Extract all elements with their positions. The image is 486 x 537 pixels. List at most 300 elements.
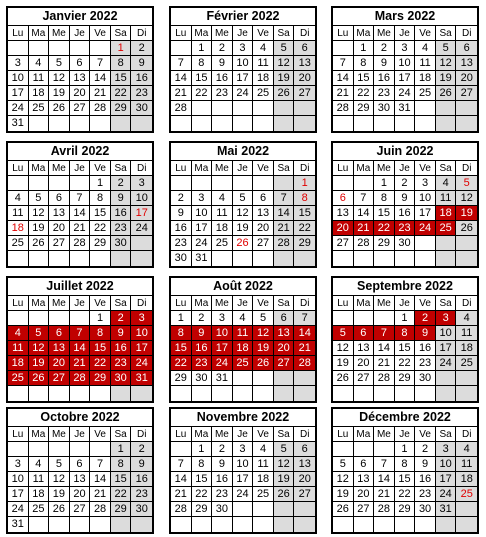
weekday-header: Ma xyxy=(354,26,375,41)
day-cell: 13 xyxy=(333,206,354,221)
day-cell: 6 xyxy=(70,56,91,71)
day-cell: 30 xyxy=(415,371,436,386)
day-cell: 26 xyxy=(29,236,50,251)
empty-cell xyxy=(70,41,91,56)
day-cell: 27 xyxy=(253,236,274,251)
day-cell: 8 xyxy=(374,191,395,206)
weekday-header: Lu xyxy=(171,296,192,311)
day-cell: 20 xyxy=(354,356,375,371)
day-cell: 15 xyxy=(374,206,395,221)
day-cell: 6 xyxy=(354,326,375,341)
month-grid xyxy=(8,296,152,401)
day-cell: 7 xyxy=(70,326,91,341)
day-cell: 6 xyxy=(49,191,70,206)
month-calendar xyxy=(169,276,317,403)
month-grid xyxy=(171,161,315,266)
day-cell: 29 xyxy=(395,502,416,517)
empty-cell xyxy=(212,176,233,191)
weekday-header: Je xyxy=(395,427,416,442)
month-title: Octobre 2022 xyxy=(8,409,152,427)
day-cell: 11 xyxy=(253,457,274,472)
day-cell: 16 xyxy=(415,341,436,356)
day-cell: 26 xyxy=(456,221,477,236)
empty-cell xyxy=(171,116,192,131)
day-cell: 11 xyxy=(8,341,29,356)
empty-cell xyxy=(456,517,477,532)
day-cell: 15 xyxy=(354,71,375,86)
weekday-header: Lu xyxy=(171,26,192,41)
day-cell: 6 xyxy=(253,191,274,206)
weekday-header: Lu xyxy=(171,161,192,176)
weekday-header: Me xyxy=(49,161,70,176)
day-cell: 21 xyxy=(70,221,91,236)
day-cell: 18 xyxy=(212,221,233,236)
day-cell: 1 xyxy=(90,176,111,191)
day-cell: 23 xyxy=(131,86,152,101)
day-cell: 22 xyxy=(111,86,132,101)
day-cell: 18 xyxy=(29,86,50,101)
day-cell: 15 xyxy=(192,71,213,86)
day-cell: 27 xyxy=(274,356,295,371)
day-cell: 5 xyxy=(456,176,477,191)
month-grid xyxy=(171,26,315,131)
month-grid xyxy=(333,26,477,131)
empty-cell xyxy=(212,386,233,401)
day-cell: 3 xyxy=(131,176,152,191)
day-cell: 20 xyxy=(294,472,315,487)
day-cell: 7 xyxy=(171,457,192,472)
day-cell: 25 xyxy=(29,101,50,116)
day-cell: 8 xyxy=(111,56,132,71)
day-cell: 24 xyxy=(233,86,254,101)
day-cell: 14 xyxy=(171,71,192,86)
empty-cell xyxy=(70,251,91,266)
day-cell: 5 xyxy=(274,41,295,56)
empty-cell xyxy=(395,116,416,131)
empty-cell xyxy=(233,176,254,191)
day-cell: 4 xyxy=(233,311,254,326)
empty-cell xyxy=(70,442,91,457)
day-cell: 21 xyxy=(171,487,192,502)
day-cell: 10 xyxy=(436,326,457,341)
month-calendar xyxy=(6,407,154,534)
empty-cell xyxy=(395,517,416,532)
weekday-header: Lu xyxy=(8,161,29,176)
day-cell: 13 xyxy=(354,472,375,487)
day-cell: 25 xyxy=(253,487,274,502)
day-cell: 10 xyxy=(131,326,152,341)
weekday-header: Lu xyxy=(8,26,29,41)
day-cell: 27 xyxy=(294,487,315,502)
day-cell: 24 xyxy=(415,221,436,236)
day-cell: 16 xyxy=(415,472,436,487)
weekday-header: Sa xyxy=(274,161,295,176)
day-cell: 25 xyxy=(29,502,50,517)
empty-cell xyxy=(192,176,213,191)
empty-cell xyxy=(274,101,295,116)
day-cell: 8 xyxy=(395,326,416,341)
empty-cell xyxy=(49,311,70,326)
day-cell: 6 xyxy=(354,457,375,472)
day-cell: 19 xyxy=(49,86,70,101)
day-cell: 16 xyxy=(111,341,132,356)
month-title: Novembre 2022 xyxy=(171,409,315,427)
day-cell: 14 xyxy=(171,472,192,487)
month-calendar xyxy=(331,6,479,133)
day-cell: 13 xyxy=(354,341,375,356)
empty-cell xyxy=(233,517,254,532)
empty-cell xyxy=(333,116,354,131)
empty-cell xyxy=(253,517,274,532)
weekday-header: Je xyxy=(233,26,254,41)
weekday-header: Lu xyxy=(333,161,354,176)
day-cell: 3 xyxy=(8,457,29,472)
day-cell: 21 xyxy=(374,356,395,371)
empty-cell xyxy=(415,101,436,116)
day-cell: 29 xyxy=(111,502,132,517)
month-title: Juillet 2022 xyxy=(8,278,152,296)
empty-cell xyxy=(212,101,233,116)
weekday-header: Ma xyxy=(29,161,50,176)
month-calendar xyxy=(331,276,479,403)
day-cell: 1 xyxy=(192,41,213,56)
empty-cell xyxy=(171,41,192,56)
day-cell: 28 xyxy=(70,236,91,251)
day-cell: 17 xyxy=(131,206,152,221)
weekday-header: Ve xyxy=(253,26,274,41)
day-cell: 16 xyxy=(171,221,192,236)
empty-cell xyxy=(253,251,274,266)
day-cell: 10 xyxy=(395,56,416,71)
day-cell: 4 xyxy=(8,326,29,341)
weekday-header: Ve xyxy=(90,26,111,41)
day-cell: 4 xyxy=(415,41,436,56)
day-cell: 4 xyxy=(29,457,50,472)
day-cell: 21 xyxy=(90,86,111,101)
day-cell: 13 xyxy=(70,472,91,487)
day-cell: 8 xyxy=(111,457,132,472)
day-cell: 15 xyxy=(294,206,315,221)
empty-cell xyxy=(294,251,315,266)
day-cell: 2 xyxy=(192,311,213,326)
day-cell: 7 xyxy=(274,191,295,206)
day-cell: 16 xyxy=(395,206,416,221)
day-cell: 15 xyxy=(171,341,192,356)
day-cell: 10 xyxy=(131,191,152,206)
empty-cell xyxy=(436,116,457,131)
empty-cell xyxy=(131,251,152,266)
day-cell: 24 xyxy=(212,356,233,371)
empty-cell xyxy=(90,517,111,532)
day-cell: 27 xyxy=(354,371,375,386)
day-cell: 24 xyxy=(436,356,457,371)
month-calendar xyxy=(169,6,317,133)
empty-cell xyxy=(436,386,457,401)
day-cell: 9 xyxy=(111,326,132,341)
day-cell: 17 xyxy=(192,221,213,236)
empty-cell xyxy=(49,517,70,532)
day-cell: 5 xyxy=(333,326,354,341)
weekday-header: Je xyxy=(70,161,91,176)
empty-cell xyxy=(212,251,233,266)
empty-cell xyxy=(354,311,375,326)
day-cell: 16 xyxy=(212,472,233,487)
empty-cell xyxy=(333,311,354,326)
day-cell: 14 xyxy=(333,71,354,86)
day-cell: 5 xyxy=(233,191,254,206)
day-cell: 8 xyxy=(90,191,111,206)
empty-cell xyxy=(253,371,274,386)
day-cell: 3 xyxy=(192,191,213,206)
day-cell: 1 xyxy=(111,442,132,457)
weekday-header: Ve xyxy=(253,427,274,442)
day-cell: 22 xyxy=(354,86,375,101)
day-cell: 25 xyxy=(253,86,274,101)
day-cell: 15 xyxy=(395,472,416,487)
day-cell: 24 xyxy=(395,86,416,101)
day-cell: 30 xyxy=(192,371,213,386)
day-cell: 30 xyxy=(111,371,132,386)
empty-cell xyxy=(294,517,315,532)
weekday-header: Ma xyxy=(192,161,213,176)
day-cell: 7 xyxy=(374,326,395,341)
day-cell: 24 xyxy=(8,502,29,517)
empty-cell xyxy=(131,386,152,401)
empty-cell xyxy=(354,386,375,401)
day-cell: 26 xyxy=(333,371,354,386)
day-cell: 27 xyxy=(294,86,315,101)
day-cell: 30 xyxy=(111,236,132,251)
empty-cell xyxy=(171,176,192,191)
day-cell: 18 xyxy=(253,71,274,86)
empty-cell xyxy=(192,517,213,532)
empty-cell xyxy=(253,101,274,116)
day-cell: 11 xyxy=(253,56,274,71)
day-cell: 24 xyxy=(192,236,213,251)
weekday-header: Di xyxy=(131,26,152,41)
day-cell: 10 xyxy=(192,206,213,221)
day-cell: 19 xyxy=(233,221,254,236)
empty-cell xyxy=(456,236,477,251)
day-cell: 10 xyxy=(212,326,233,341)
empty-cell xyxy=(456,101,477,116)
day-cell: 27 xyxy=(70,101,91,116)
empty-cell xyxy=(29,41,50,56)
day-cell: 25 xyxy=(233,356,254,371)
day-cell: 28 xyxy=(90,101,111,116)
weekday-header: Je xyxy=(70,26,91,41)
day-cell: 27 xyxy=(354,502,375,517)
day-cell: 22 xyxy=(395,356,416,371)
day-cell: 25 xyxy=(212,236,233,251)
day-cell: 22 xyxy=(192,86,213,101)
day-cell: 18 xyxy=(456,472,477,487)
day-cell: 27 xyxy=(456,86,477,101)
weekday-header: Je xyxy=(233,427,254,442)
weekday-header: Sa xyxy=(436,161,457,176)
weekday-header: Lu xyxy=(171,427,192,442)
day-cell: 26 xyxy=(333,502,354,517)
day-cell: 2 xyxy=(415,442,436,457)
day-cell: 29 xyxy=(294,236,315,251)
day-cell: 20 xyxy=(333,221,354,236)
day-cell: 12 xyxy=(253,326,274,341)
empty-cell xyxy=(274,517,295,532)
day-cell: 21 xyxy=(333,86,354,101)
month-calendar xyxy=(6,276,154,403)
month-title: Décembre 2022 xyxy=(333,409,477,427)
day-cell: 1 xyxy=(90,311,111,326)
day-cell: 22 xyxy=(374,221,395,236)
day-cell: 19 xyxy=(49,487,70,502)
day-cell: 12 xyxy=(29,206,50,221)
day-cell: 5 xyxy=(436,41,457,56)
weekday-header: Me xyxy=(374,26,395,41)
weekday-header: Me xyxy=(212,161,233,176)
empty-cell xyxy=(131,517,152,532)
day-cell: 7 xyxy=(70,191,91,206)
weekday-header: Je xyxy=(233,296,254,311)
day-cell: 13 xyxy=(456,56,477,71)
day-cell: 20 xyxy=(49,356,70,371)
day-cell: 20 xyxy=(274,341,295,356)
day-cell: 16 xyxy=(374,71,395,86)
empty-cell xyxy=(354,517,375,532)
empty-cell xyxy=(395,251,416,266)
day-cell: 17 xyxy=(436,472,457,487)
weekday-header: Lu xyxy=(333,296,354,311)
day-cell: 17 xyxy=(131,341,152,356)
day-cell: 28 xyxy=(171,101,192,116)
day-cell: 9 xyxy=(415,326,436,341)
day-cell: 28 xyxy=(333,101,354,116)
day-cell: 7 xyxy=(171,56,192,71)
empty-cell xyxy=(90,41,111,56)
empty-cell xyxy=(29,116,50,131)
empty-cell xyxy=(111,251,132,266)
empty-cell xyxy=(333,517,354,532)
day-cell: 9 xyxy=(374,56,395,71)
weekday-header: Je xyxy=(70,296,91,311)
empty-cell xyxy=(274,371,295,386)
day-cell: 31 xyxy=(436,502,457,517)
day-cell: 20 xyxy=(253,221,274,236)
day-cell: 7 xyxy=(354,191,375,206)
day-cell: 23 xyxy=(111,356,132,371)
day-cell: 30 xyxy=(374,101,395,116)
empty-cell xyxy=(374,116,395,131)
day-cell: 1 xyxy=(395,311,416,326)
day-cell: 18 xyxy=(415,71,436,86)
empty-cell xyxy=(192,116,213,131)
day-cell: 30 xyxy=(415,502,436,517)
day-cell: 17 xyxy=(8,86,29,101)
empty-cell xyxy=(90,251,111,266)
day-cell: 4 xyxy=(253,41,274,56)
day-cell: 20 xyxy=(49,221,70,236)
day-cell: 12 xyxy=(29,341,50,356)
day-cell: 15 xyxy=(395,341,416,356)
empty-cell xyxy=(436,101,457,116)
day-cell: 17 xyxy=(212,341,233,356)
weekday-header: Me xyxy=(49,26,70,41)
day-cell: 6 xyxy=(70,457,91,472)
day-cell: 7 xyxy=(294,311,315,326)
empty-cell xyxy=(49,41,70,56)
day-cell: 29 xyxy=(90,371,111,386)
empty-cell xyxy=(29,176,50,191)
month-calendar xyxy=(6,6,154,133)
day-cell: 30 xyxy=(131,502,152,517)
empty-cell xyxy=(374,442,395,457)
day-cell: 24 xyxy=(8,101,29,116)
weekday-header: Sa xyxy=(111,26,132,41)
weekday-header: Me xyxy=(374,161,395,176)
day-cell: 3 xyxy=(8,56,29,71)
day-cell: 10 xyxy=(8,71,29,86)
day-cell: 14 xyxy=(374,472,395,487)
day-cell: 6 xyxy=(294,41,315,56)
day-cell: 2 xyxy=(111,176,132,191)
day-cell: 3 xyxy=(395,41,416,56)
day-cell: 25 xyxy=(415,86,436,101)
day-cell: 11 xyxy=(29,472,50,487)
day-cell: 10 xyxy=(415,191,436,206)
day-cell: 9 xyxy=(212,56,233,71)
empty-cell xyxy=(294,371,315,386)
day-cell: 9 xyxy=(415,457,436,472)
empty-cell xyxy=(70,116,91,131)
day-cell: 2 xyxy=(374,41,395,56)
weekday-header: Ma xyxy=(354,296,375,311)
day-cell: 19 xyxy=(29,356,50,371)
day-cell: 13 xyxy=(294,56,315,71)
day-cell: 28 xyxy=(171,502,192,517)
empty-cell xyxy=(8,311,29,326)
day-cell: 21 xyxy=(171,86,192,101)
weekday-header: Me xyxy=(212,296,233,311)
day-cell: 2 xyxy=(212,41,233,56)
day-cell: 31 xyxy=(8,116,29,131)
empty-cell xyxy=(333,176,354,191)
empty-cell xyxy=(49,386,70,401)
day-cell: 14 xyxy=(294,326,315,341)
day-cell: 12 xyxy=(333,472,354,487)
day-cell: 14 xyxy=(354,206,375,221)
day-cell: 24 xyxy=(233,487,254,502)
day-cell: 9 xyxy=(395,191,416,206)
weekday-header: Ve xyxy=(253,161,274,176)
day-cell: 23 xyxy=(374,86,395,101)
day-cell: 30 xyxy=(395,236,416,251)
weekday-header: Me xyxy=(374,427,395,442)
empty-cell xyxy=(70,517,91,532)
empty-cell xyxy=(415,116,436,131)
day-cell: 19 xyxy=(274,71,295,86)
month-title: Mai 2022 xyxy=(171,143,315,161)
day-cell: 23 xyxy=(111,221,132,236)
day-cell: 5 xyxy=(29,326,50,341)
day-cell: 4 xyxy=(456,311,477,326)
weekday-header: Sa xyxy=(111,161,132,176)
weekday-header: Ve xyxy=(415,26,436,41)
day-cell: 31 xyxy=(212,371,233,386)
day-cell: 21 xyxy=(70,356,91,371)
day-cell: 31 xyxy=(8,517,29,532)
day-cell: 5 xyxy=(49,457,70,472)
day-cell: 11 xyxy=(29,71,50,86)
weekday-header: Di xyxy=(456,296,477,311)
